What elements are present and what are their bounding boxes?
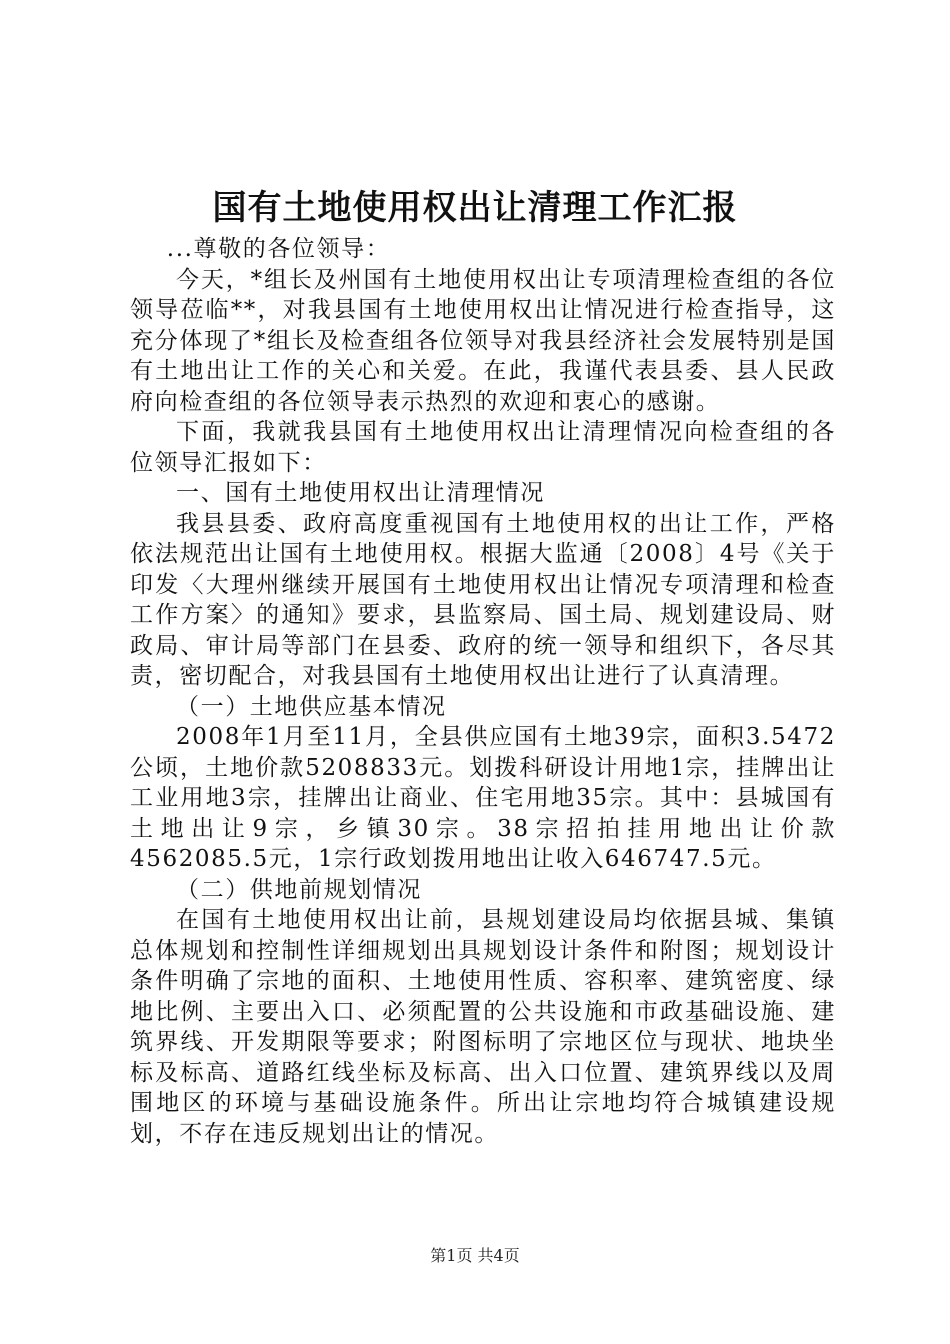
- paragraph-report-lead: 下面，我就我县国有土地使用权出让清理情况向检查组的各位领导汇报如下：: [130, 419, 836, 476]
- subsection-heading-2: （二）供地前规划情况: [176, 876, 422, 903]
- salutation: ...尊敬的各位领导：: [166, 236, 391, 262]
- subsection-heading-1: （一）土地供应基本情况: [176, 693, 447, 720]
- paragraph-planning: 在国有土地使用权出让前，县规划建设局均依据县城、集镇总体规划和控制性详细规划出具规划设计条件和附图；规划设计条件明确了宗地的面积、土地使用性质、容积率、建筑密度、绿地比例、主要出入口、必须配置的公共设施和市政基础设施、建筑界线、开发期限等要求；附图标明了宗地区位与现状、地块坐标及标高、道路红线坐标及标高、出入口位置、建筑界线以及周围地区的环境与基础设施条件。所出让宗地均符合城镇建设规划，不存在违反规划出让的情况。: [130, 907, 836, 1147]
- section-heading-1: 一、国有土地使用权出让清理情况: [176, 480, 545, 506]
- document-title: 国有土地使用权出让清理工作汇报: [212, 188, 738, 228]
- page-footer: 第1页 共4页: [430, 1246, 520, 1265]
- paragraph-intro: 今天，*组长及州国有土地使用权出让专项清理检查组的各位领导莅临**，对我县国有土地使用权出让情况进行检查指导，这充分体现了*组长及检查组各位领导对我县经济社会发展特别是国有土地出让工作的关心和关爱。在此，我谨代表县委、县人民政府向检查组的各位领导表示热烈的欢迎和衷心的感谢。: [130, 266, 836, 415]
- paragraph-land-supply: 2008年1月至11月，全县供应国有土地39宗，面积3.5472公顷，土地价款5208833元。划拨科研设计用地1宗，挂牌出让工业用地3宗，挂牌出让商业、住宅用地35宗。其中：县城国有土地出让9宗，乡镇30宗。38宗招拍挂用地出让价款4562085.5元，1宗行政划拨用地出让收入646747.5元。: [130, 724, 836, 872]
- paragraph-section-1: 我县县委、政府高度重视国有土地使用权的出让工作，严格依法规范出让国有土地使用权。根据大监通〔2008〕4号《关于印发〈大理州继续开展国有土地使用权出让情况专项清理和检查工作方案〉的通知》要求，县监察局、国土局、规划建设局、财政局、审计局等部门在县委、政府的统一领导和组织下，各尽其责，密切配合，对我县国有土地使用权出让进行了认真清理。: [130, 510, 836, 689]
- document-body: [130, 234, 836, 1149]
